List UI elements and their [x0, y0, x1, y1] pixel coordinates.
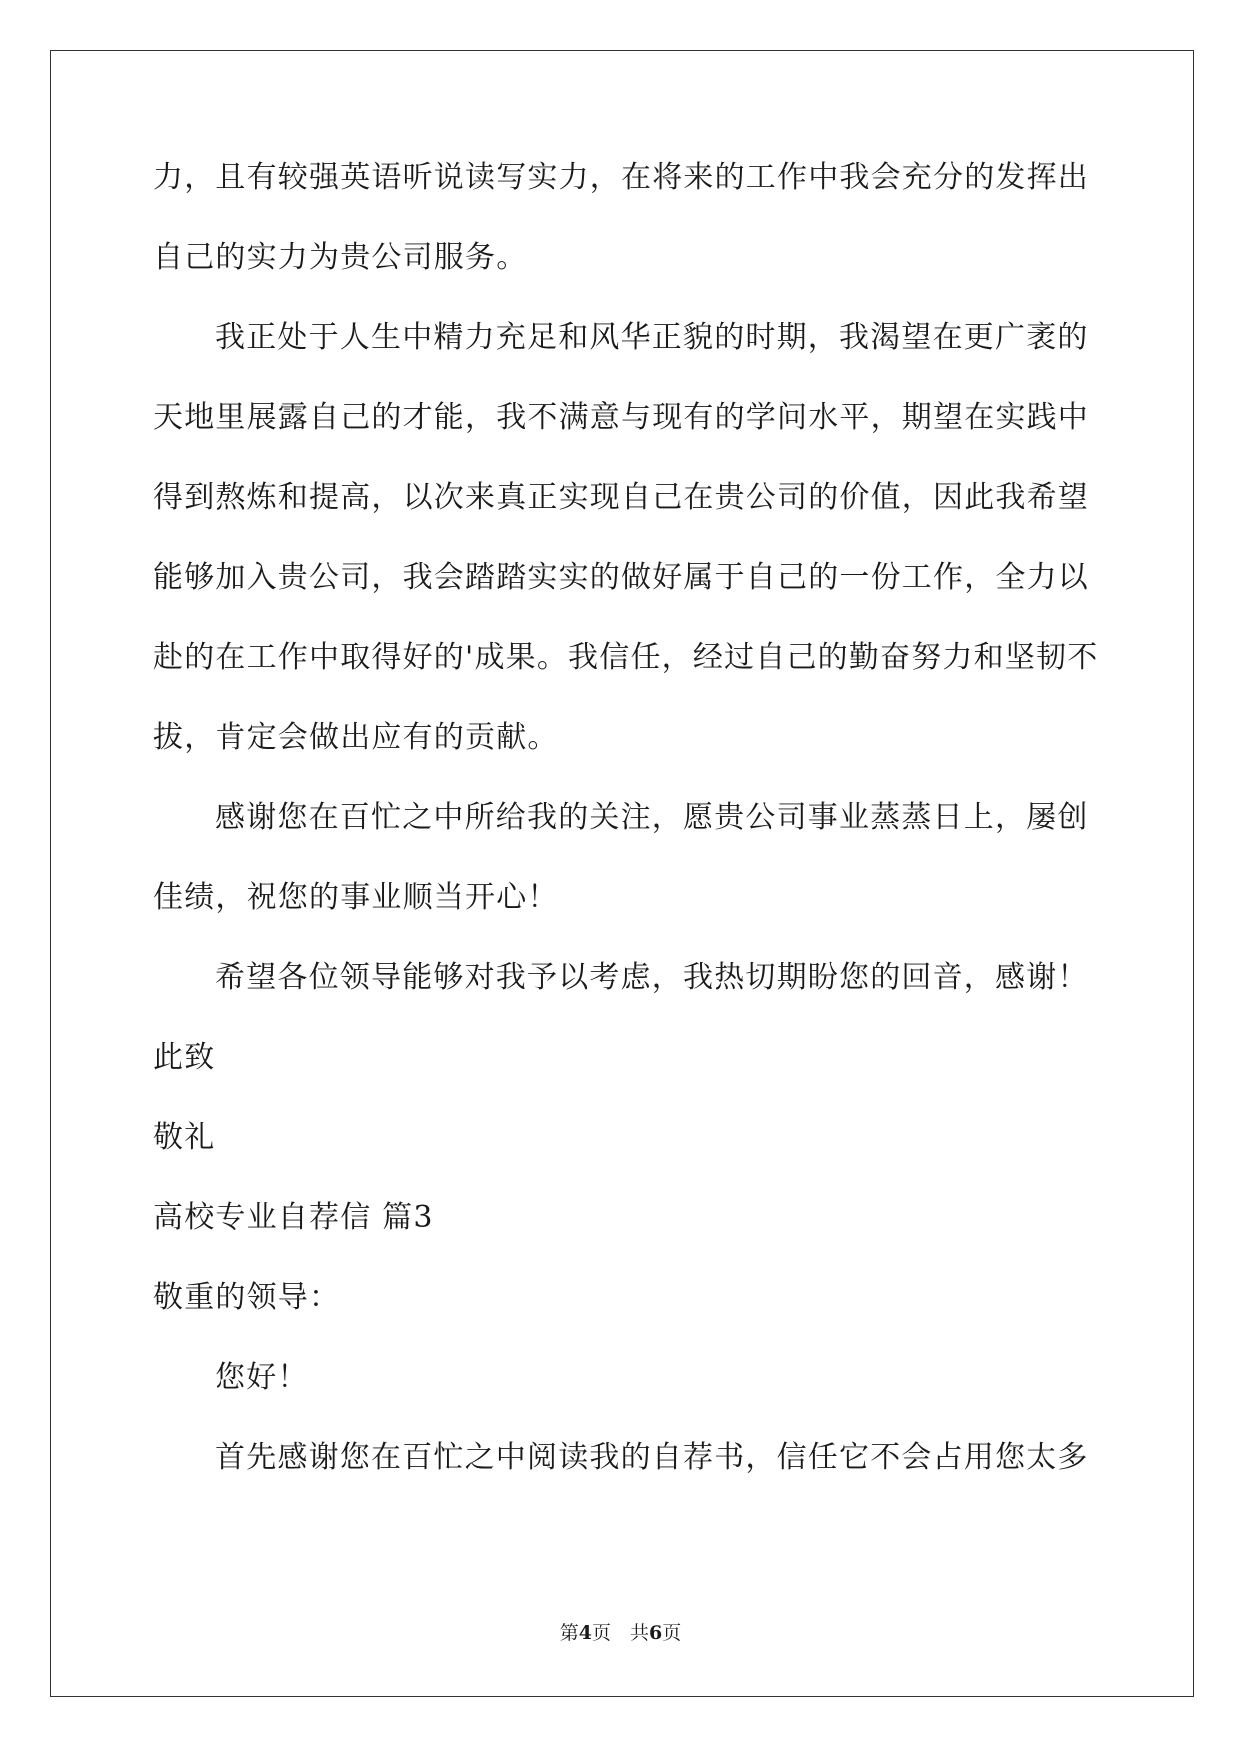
page-footer [0, 1618, 1241, 1645]
body-line: 我正处于人生中精力充足和风华正貌的时期，我渴望在更广袤的 [215, 320, 1089, 355]
body-line: 拔，肯定会做出应有的贡献。 [153, 720, 559, 755]
body-line: 首先感谢您在百忙之中阅读我的自荐书，信任它不会占用您太多 [215, 1440, 1089, 1475]
closing-salutation: 此致 [153, 1040, 216, 1075]
body-line: 力，且有较强英语听说读写实力，在将来的工作中我会充分的发挥出 [153, 160, 1089, 195]
body-line: 希望各位领导能够对我予以考虑，我热切期盼您的回音，感谢！ [215, 960, 1089, 995]
body-line: 感谢您在百忙之中所给我的关注，愿贵公司事业蒸蒸日上，屡创 [215, 800, 1089, 835]
greeting: 您好！ [215, 1360, 309, 1395]
body-line: 自己的实力为贵公司服务。 [153, 240, 528, 275]
body-line: 能够加入贵公司，我会踏踏实实的做好属于自己的一份工作，全力以 [153, 560, 1089, 595]
body-line: 佳绩，祝您的事业顺当开心！ [153, 880, 559, 915]
body-line: 天地里展露自己的才能，我不满意与现有的学问水平，期望在实践中 [153, 400, 1089, 435]
closing-regards: 敬礼 [153, 1120, 216, 1155]
footer-suffix: 页 [662, 1622, 682, 1644]
footer-prefix: 第 [559, 1622, 579, 1644]
body-line: 得到熬炼和提高，以次来真正实现自己在贵公司的价值，因此我希望 [153, 480, 1089, 515]
section-heading: 高校专业自荐信 篇3 [153, 1200, 434, 1235]
total-page-count: 6 [649, 1622, 663, 1644]
current-page-number: 4 [578, 1622, 592, 1644]
document-body [153, 160, 1099, 1520]
body-line: 赴的在工作中取得好的'成果。我信任，经过自己的勤奋努力和坚韧不 [153, 640, 1099, 675]
footer-mid: 页 共 [591, 1622, 649, 1644]
recipient-salutation: 敬重的领导： [153, 1280, 341, 1315]
